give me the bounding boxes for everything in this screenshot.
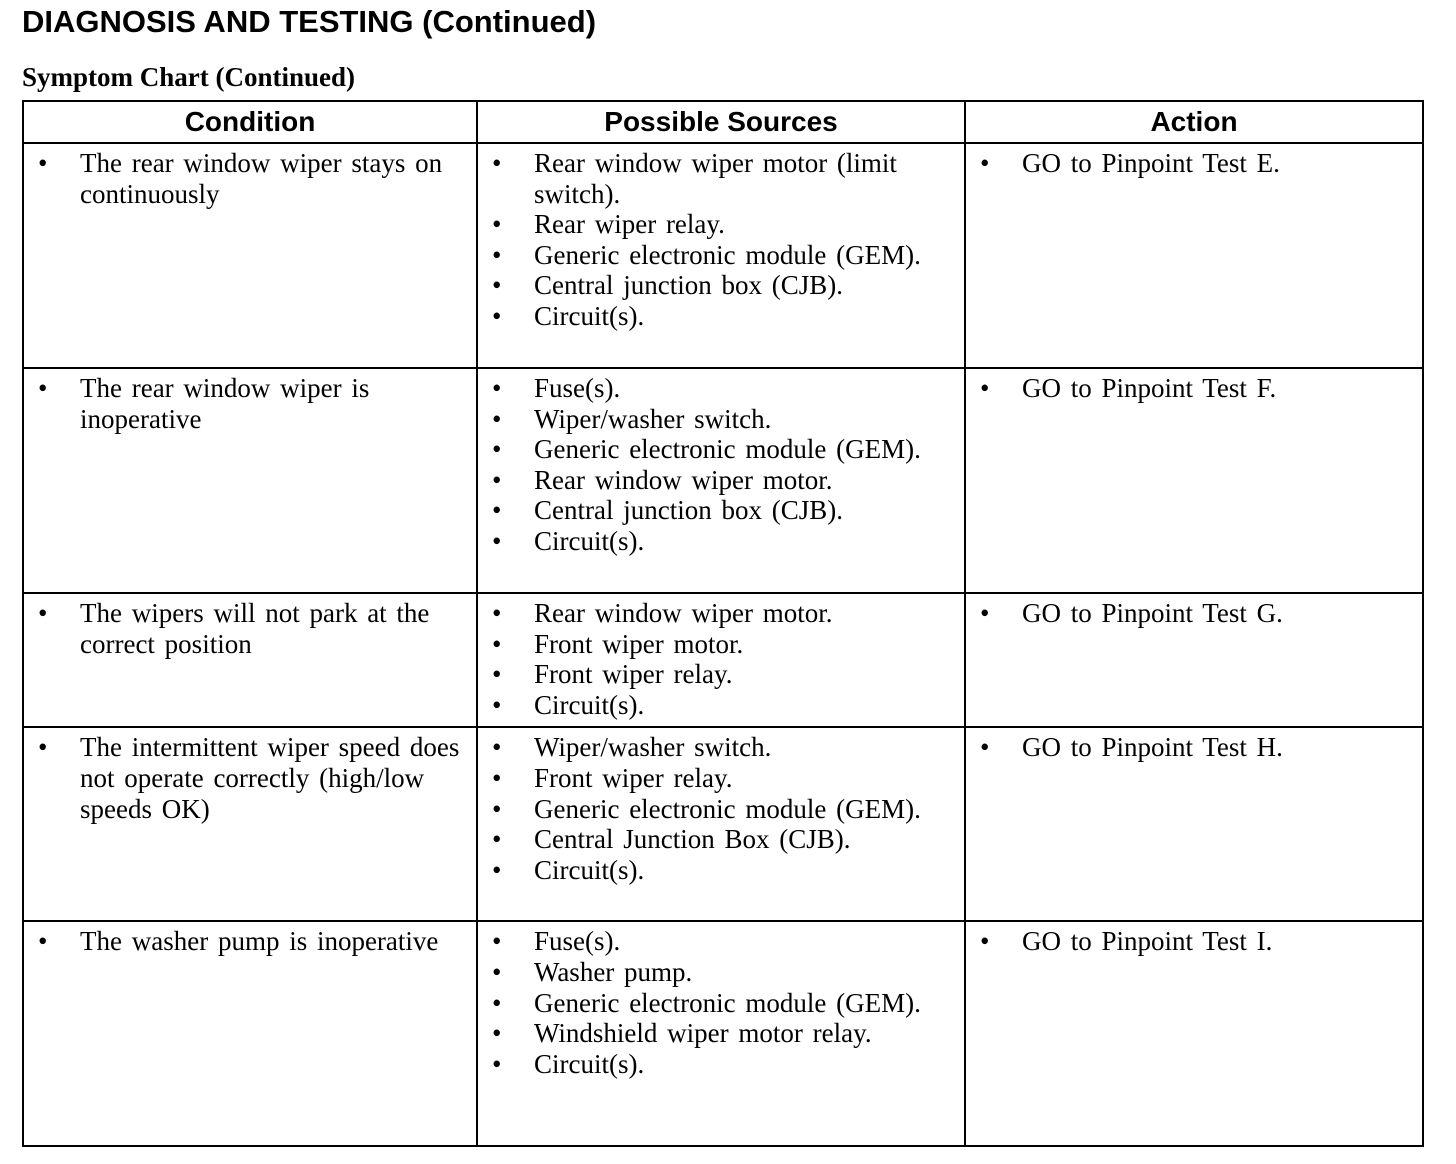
bullet-icon: •: [38, 732, 48, 763]
table-header-row: [23, 101, 1423, 143]
list-item: [478, 957, 964, 988]
list-item: [478, 1049, 964, 1080]
bullet-icon: •: [980, 373, 990, 403]
bullet-icon: •: [38, 926, 48, 957]
list-item: [478, 526, 964, 557]
bullet-icon: •: [38, 373, 48, 403]
source-text: Fuse(s).: [534, 373, 621, 403]
list-item: [478, 988, 964, 1019]
list-item: [24, 598, 476, 659]
source-text: Rear window wiper motor.: [534, 464, 833, 495]
list-item: [478, 240, 964, 271]
source-text: Central junction box (CJB).: [534, 495, 843, 526]
bullet-icon: •: [980, 598, 990, 628]
source-text: Front wiper relay.: [534, 659, 733, 690]
list-item: [478, 495, 964, 526]
source-text: Generic electronic module (GEM).: [534, 239, 921, 270]
condition-cell: [23, 368, 477, 593]
table-row: [23, 143, 1423, 368]
bullet-icon: •: [492, 926, 502, 957]
source-text: Rear window wiper motor.: [534, 598, 833, 628]
list-item: [478, 659, 964, 690]
source-text: Windshield wiper motor relay.: [534, 1018, 872, 1049]
list-item: [24, 732, 476, 824]
list-item: [478, 270, 964, 301]
sources-cell: [477, 921, 965, 1146]
source-text: Circuit(s).: [534, 854, 645, 885]
header-action: Action: [965, 101, 1423, 143]
bullet-icon: •: [492, 434, 502, 465]
list-item: [478, 148, 964, 209]
list-item: [478, 404, 964, 435]
list-item: [966, 373, 1422, 404]
condition-text: The washer pump is inoperative: [80, 926, 439, 957]
list-item: [24, 148, 476, 209]
source-text: Washer pump.: [534, 956, 693, 987]
list-item: [478, 794, 964, 825]
bullet-icon: •: [492, 659, 502, 690]
bullet-icon: •: [492, 464, 502, 495]
action-text: GO to Pinpoint Test G.: [1022, 598, 1283, 628]
condition-text: The rear window wiper is inoperative: [80, 373, 370, 434]
bullet-icon: •: [980, 926, 990, 957]
source-text: Circuit(s).: [534, 1048, 645, 1079]
source-text: Front wiper relay.: [534, 762, 733, 793]
bullet-icon: •: [492, 732, 502, 763]
bullet-icon: •: [492, 762, 502, 793]
list-item: [478, 629, 964, 660]
bullet-icon: •: [38, 598, 48, 628]
source-text: Circuit(s).: [534, 300, 645, 331]
list-item: [478, 926, 964, 957]
action-cell: [965, 727, 1423, 921]
sources-cell: [477, 593, 965, 727]
source-text: Front wiper motor.: [534, 628, 744, 659]
list-item: [966, 926, 1422, 957]
bullet-icon: •: [980, 732, 990, 763]
condition-text: The rear window wiper stays on continuously: [80, 148, 443, 209]
list-item: [478, 855, 964, 886]
list-item: [478, 209, 964, 240]
action-text: GO to Pinpoint Test I.: [1022, 926, 1273, 957]
bullet-icon: •: [492, 300, 502, 331]
table-title: Symptom Chart (Continued): [22, 62, 356, 92]
list-item: [478, 824, 964, 855]
table-row: [23, 727, 1423, 921]
list-item: [966, 732, 1422, 763]
bullet-icon: •: [38, 148, 48, 178]
condition-cell: [23, 921, 477, 1146]
bullet-icon: •: [492, 403, 502, 434]
bullet-icon: •: [492, 793, 502, 824]
action-cell: [965, 143, 1423, 368]
action-cell: [965, 593, 1423, 727]
bullet-icon: •: [492, 270, 502, 301]
bullet-icon: •: [492, 525, 502, 556]
action-cell: [965, 368, 1423, 593]
source-text: Central junction box (CJB).: [534, 270, 843, 301]
header-possible-sources: Possible Sources: [477, 101, 965, 143]
sources-cell: [477, 368, 965, 593]
bullet-icon: •: [492, 598, 502, 628]
bullet-icon: •: [492, 1018, 502, 1049]
condition-text: The intermittent wiper speed does not operate correctly (high/low speeds OK): [80, 732, 460, 824]
list-item: [966, 148, 1422, 179]
list-item: [478, 598, 964, 629]
list-item: [966, 598, 1422, 629]
list-item: [478, 301, 964, 332]
source-text: Fuse(s).: [534, 926, 621, 957]
list-item: [478, 732, 964, 763]
action-text: GO to Pinpoint Test E.: [1022, 148, 1280, 178]
action-cell: [965, 921, 1423, 1146]
bullet-icon: •: [492, 956, 502, 987]
source-text: Circuit(s).: [534, 689, 645, 720]
condition-cell: [23, 143, 477, 368]
source-text: Wiper/washer switch.: [534, 403, 772, 434]
condition-text: The wipers will not park at the correct position: [80, 598, 430, 659]
source-text: Rear wiper relay.: [534, 209, 725, 240]
source-text: Circuit(s).: [534, 525, 645, 556]
bullet-icon: •: [492, 239, 502, 270]
action-text: GO to Pinpoint Test F.: [1022, 373, 1277, 403]
list-item: [24, 926, 476, 957]
bullet-icon: •: [492, 209, 502, 240]
bullet-icon: •: [492, 628, 502, 659]
header-condition: Condition: [23, 101, 477, 143]
list-item: [478, 690, 964, 721]
source-text: Wiper/washer switch.: [534, 732, 772, 763]
bullet-icon: •: [492, 1048, 502, 1079]
source-text: Central Junction Box (CJB).: [534, 824, 851, 855]
list-item: [478, 373, 964, 404]
bullet-icon: •: [492, 148, 502, 178]
list-item: [478, 465, 964, 496]
source-text: Rear window wiper motor (limit switch).: [534, 148, 897, 209]
bullet-icon: •: [492, 824, 502, 855]
bullet-icon: •: [492, 854, 502, 885]
source-text: Generic electronic module (GEM).: [534, 434, 921, 465]
bullet-icon: •: [980, 148, 990, 178]
source-text: Generic electronic module (GEM).: [534, 987, 921, 1018]
table-row: [23, 593, 1423, 727]
table-row: [23, 921, 1423, 1146]
condition-cell: [23, 727, 477, 921]
bullet-icon: •: [492, 689, 502, 720]
bullet-icon: •: [492, 495, 502, 526]
sources-cell: [477, 727, 965, 921]
list-item: [478, 1018, 964, 1049]
table-row: [23, 368, 1423, 593]
list-item: [478, 763, 964, 794]
bullet-icon: •: [492, 987, 502, 1018]
sources-cell: [477, 143, 965, 368]
list-item: [24, 373, 476, 434]
list-item: [478, 434, 964, 465]
bullet-icon: •: [492, 373, 502, 403]
source-text: Generic electronic module (GEM).: [534, 793, 921, 824]
section-heading: DIAGNOSIS AND TESTING (Continued): [22, 4, 597, 39]
condition-cell: [23, 593, 477, 727]
action-text: GO to Pinpoint Test H.: [1022, 732, 1283, 763]
symptom-chart-table: [22, 100, 1424, 1147]
